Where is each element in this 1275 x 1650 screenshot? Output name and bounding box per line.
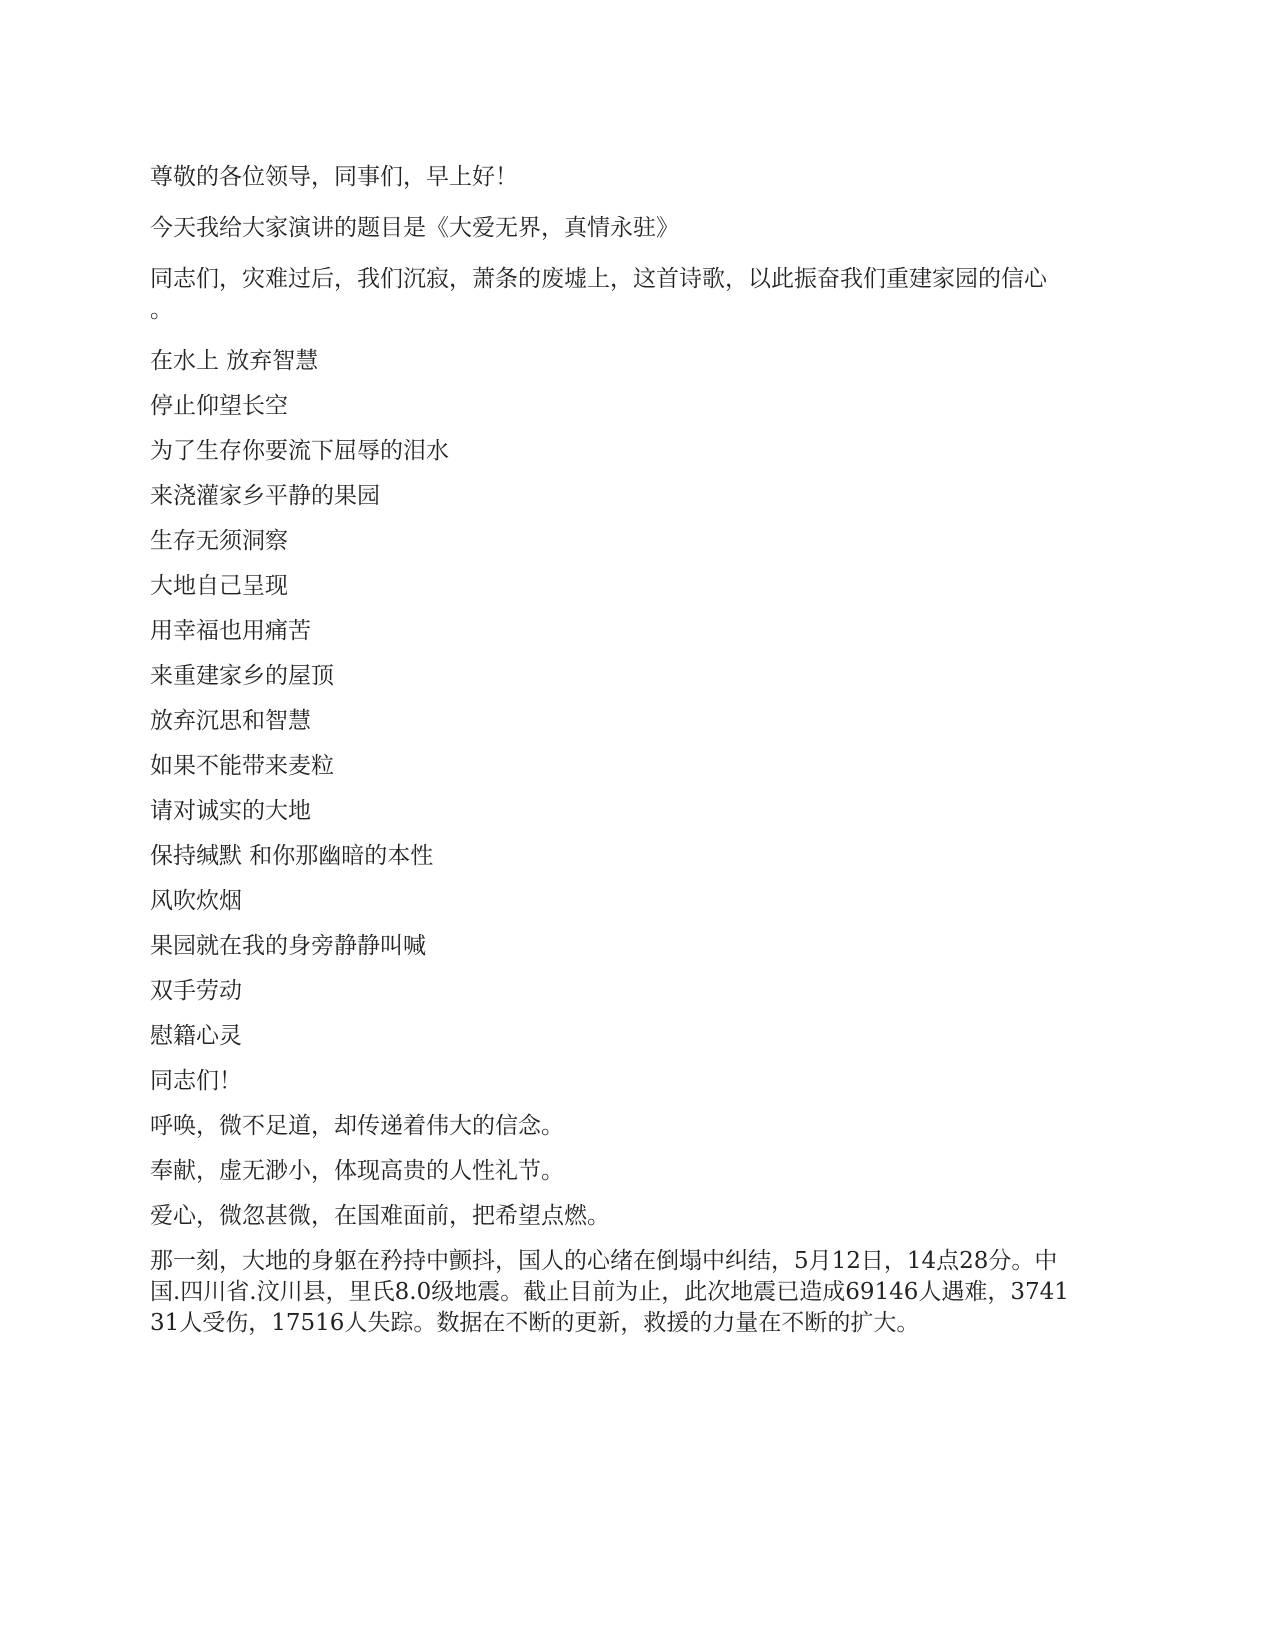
speech-title-paragraph: 今天我给大家演讲的题目是《大爱无界，真情永驻》 (150, 215, 679, 241)
poem-line: 停止仰望长空 (150, 393, 288, 419)
intro-paragraph: 同志们，灾难过后，我们沉寂，萧条的废墟上，这首诗歌，以此振奋我们重建家园的信心 。 (150, 266, 1047, 323)
poem-line: 保持缄默 和你那幽暗的本性 (150, 843, 434, 869)
poem-line: 请对诚实的大地 (150, 798, 311, 824)
poem-line: 果园就在我的身旁静静叫喊 (150, 933, 426, 959)
body-paragraph: 呼唤，微不足道，却传递着伟大的信念。 (150, 1113, 564, 1139)
document-body (150, 162, 1125, 1359)
poem-line: 慰籍心灵 (150, 1023, 242, 1049)
earthquake-paragraph: 那一刻，大地的身躯在矜持中颤抖，国人的心绪在倒塌中纠结，5月12日，14点28分。中 国.四川省.汶川县，里氏8.0级地震。截止目前为止，此次地震已造成69146人遇难，3741 31人受伤，17516人失踪。数据在不断的更新，救援的力量在不断的扩大。 (150, 1248, 1069, 1336)
address-paragraph: 同志们！ (150, 1068, 242, 1094)
poem-line: 如果不能带来麦粒 (150, 753, 334, 779)
body-paragraph: 爱心，微忽甚微，在国难面前，把希望点燃。 (150, 1203, 610, 1229)
poem-line: 来浇灌家乡平静的果园 (150, 483, 380, 509)
body-paragraph: 奉献，虚无渺小，体现高贵的人性礼节。 (150, 1158, 564, 1184)
poem-line: 在水上 放弃智慧 (150, 348, 319, 374)
poem-line: 来重建家乡的屋顶 (150, 663, 334, 689)
greeting-paragraph: 尊敬的各位领导，同事们，早上好！ (150, 164, 518, 190)
poem-line: 用幸福也用痛苦 (150, 618, 311, 644)
poem-line: 生存无须洞察 (150, 528, 288, 554)
poem-line: 大地自己呈现 (150, 573, 288, 599)
poem-line: 放弃沉思和智慧 (150, 708, 311, 734)
poem-line: 风吹炊烟 (150, 888, 242, 914)
poem-line: 为了生存你要流下屈辱的泪水 (150, 438, 449, 464)
poem-line: 双手劳动 (150, 978, 242, 1004)
